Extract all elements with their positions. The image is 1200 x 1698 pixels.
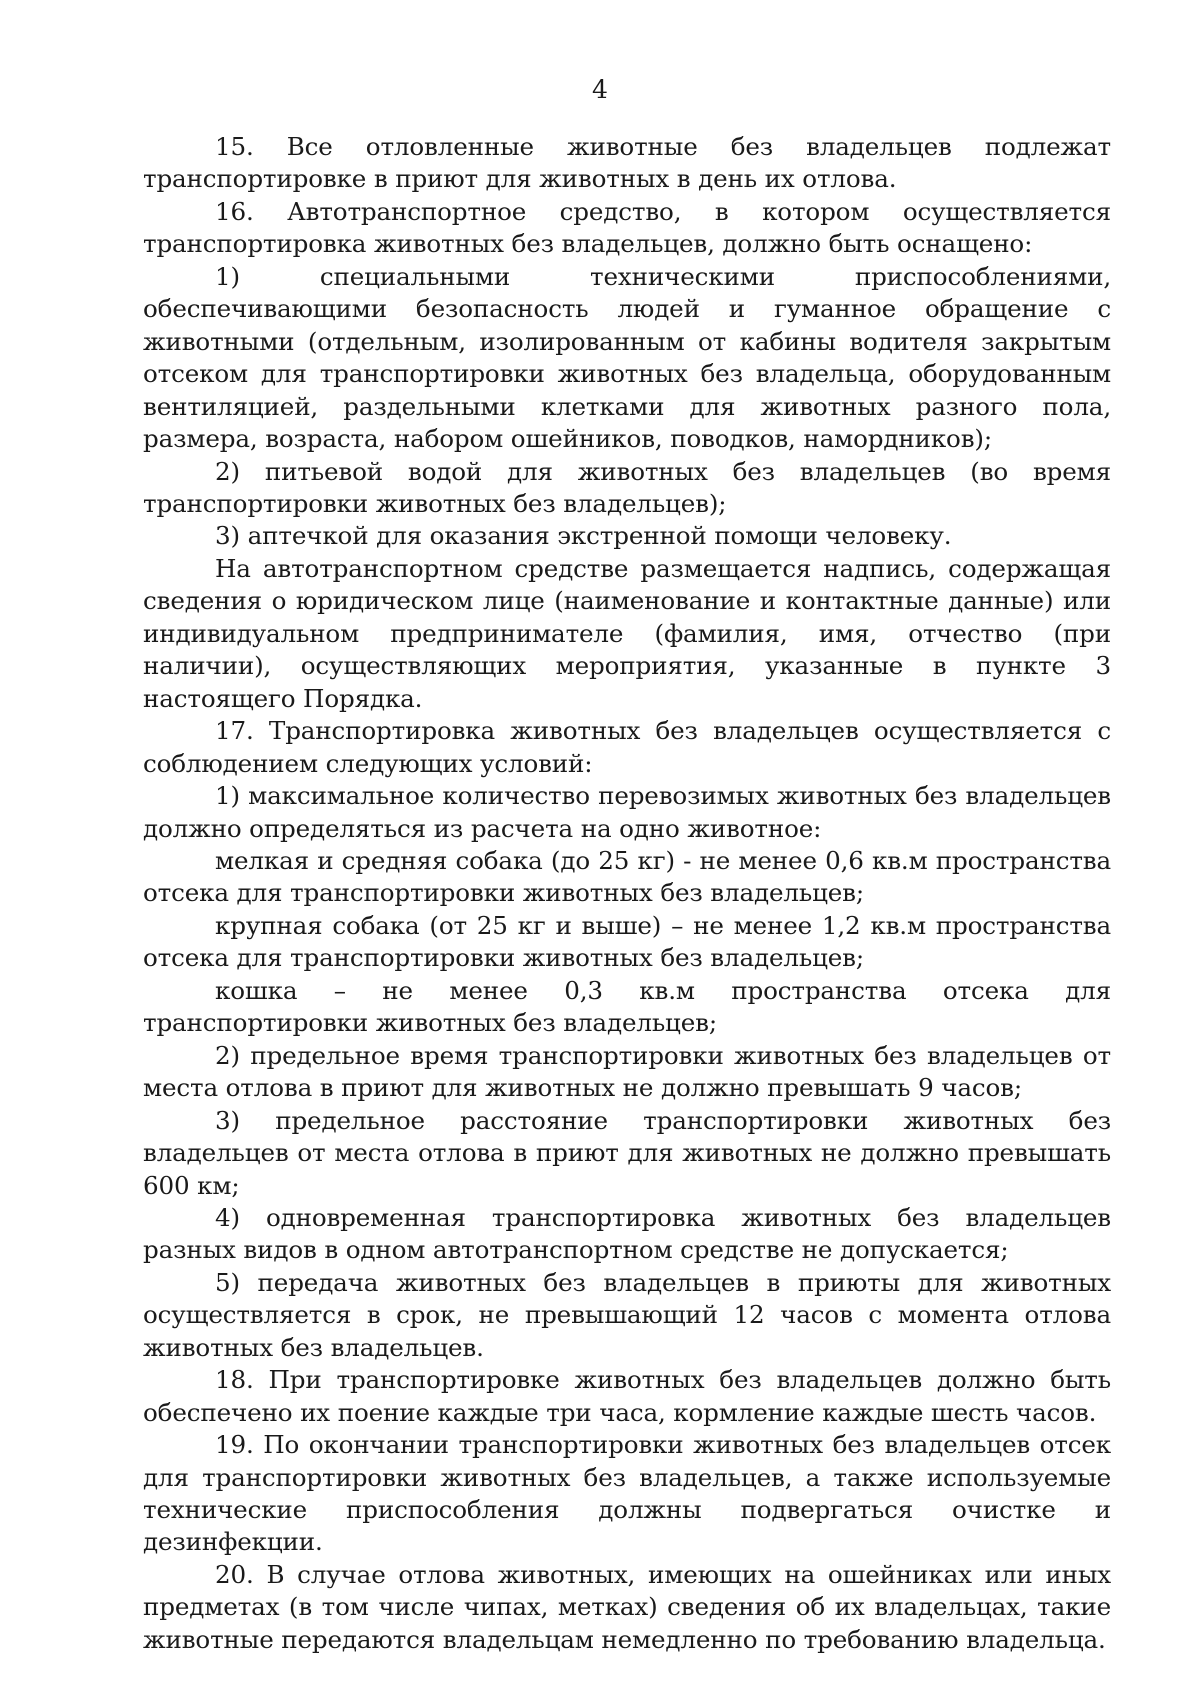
paragraph-16-item-2: 2) питьевой водой для животных без владельцев (во время транспортировки животных без владельцев);	[143, 456, 1111, 518]
page-number: 4	[592, 75, 608, 104]
paragraph-17-item-3: 3) предельное расстояние транспортировки животных без владельцев от места отлова в приют для животных не должно превышать 600 км;	[143, 1105, 1111, 1200]
paragraph-16: 16. Автотранспортное средство, в котором осуществляется транспортировка животных без владельцев, должно быть оснащено:	[143, 196, 1111, 259]
paragraph-16-item-1: 1) специальными техническими приспособлениями, обеспечивающими безопасность людей и гуманное обращение с животными (отдельным, изолированным от кабины водителя закрытым отсеком для транспортировки животных без владельца, оборудованным вентиляцией, раздельными клетками для животных разного пола, размера, возраста, набором ошейников, поводков, намордников);	[143, 261, 1111, 454]
paragraph-17-item-2: 2) предельное время транспортировки животных без владельцев от места отлова в приют для животных не должно превышать 9 часов;	[143, 1040, 1111, 1103]
paragraph-17-item-5: 5) передача животных без владельцев в приюты для животных осуществляется в срок, не превышающий 12 часов с момента отлова животных без владельцев.	[143, 1267, 1111, 1362]
paragraph-15: 15. Все отловленные животные без владельцев подлежат транспортировке в приют для животных в день их отлова.	[143, 132, 1111, 194]
paragraph-19: 19. По окончании транспортировки животных без владельцев отсек для транспортировки животных без владельцев, а также используемые технические приспособления должны подвергаться очистке и дезинфекции.	[143, 1430, 1111, 1557]
paragraph-17-item-4: 4) одновременная транспортировка животных без владельцев разных видов в одном автотранспортном средстве не допускается;	[143, 1202, 1111, 1265]
paragraph-17-cat: кошка – не менее 0,3 кв.м пространства отсека для транспортировки животных без владельцев;	[143, 975, 1111, 1038]
paragraph-16-item-3: 3) аптечкой для оказания экстренной помощи человеку.	[215, 521, 952, 551]
paragraph-17-small-dog: мелкая и средняя собака (до 25 кг) - не менее 0,6 кв.м пространства отсека для транспортировки животных без владельцев;	[143, 845, 1111, 908]
paragraph-16-vehicle-label: На автотранспортном средстве размещается надпись, содержащая сведения о юридическом лице (наименование и контактные данные) или индивидуальном предпринимателе (фамилия, имя, отчество (при наличии), осуществляющих мероприятия, указанные в пункте 3 настоящего Порядка.	[143, 553, 1111, 713]
paragraph-17-large-dog: крупная собака (от 25 кг и выше) – не менее 1,2 кв.м пространства отсека для транспортировки животных без владельцев;	[143, 910, 1111, 973]
paragraph-17-item-1: 1) максимальное количество перевозимых животных без владельцев должно определяться из расчета на одно животное:	[143, 781, 1111, 843]
document-body	[143, 131, 1111, 1656]
paragraph-20: 20. В случае отлова животных, имеющих на ошейниках или иных предметах (в том числе чипах, метках) сведения об их владельцах, такие животные передаются владельцам немедленно по требованию владельца.	[143, 1559, 1111, 1654]
paragraph-18: 18. При транспортировке животных без владельцев должно быть обеспечено их поение каждые три часа, кормление каждые шесть часов.	[143, 1365, 1111, 1427]
paragraph-17: 17. Транспортировка животных без владельцев осуществляется с соблюдением следующих условий:	[143, 716, 1111, 778]
